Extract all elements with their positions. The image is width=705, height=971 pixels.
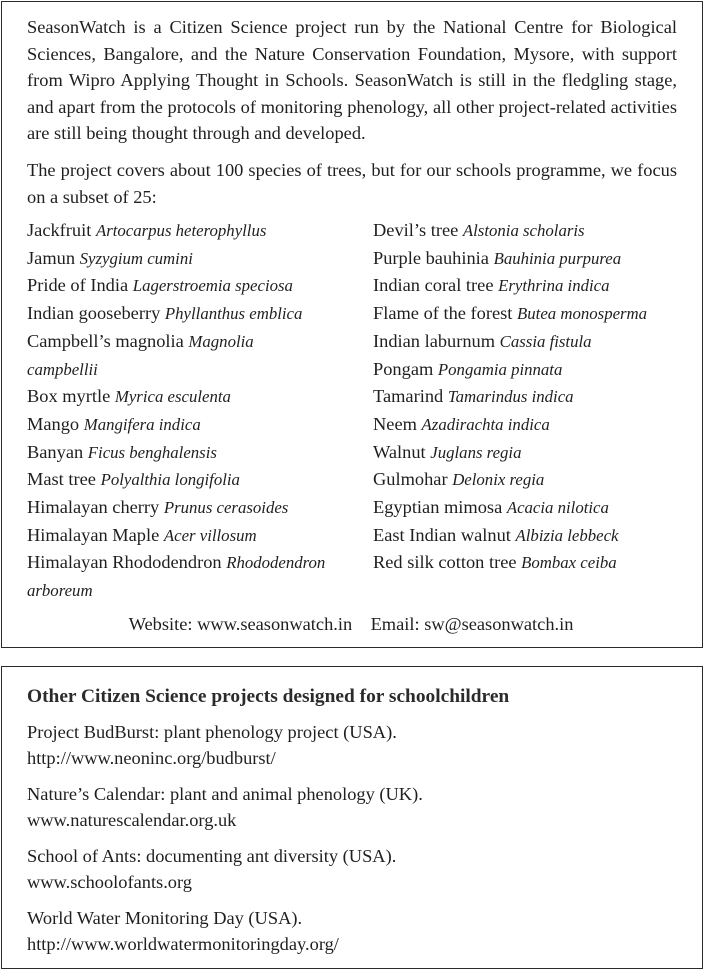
intro-paragraph: SeasonWatch is a Citizen Science project run by the National Centre for Biological Sciences, Bangalore, and the Nature Conservation Foundation, Mysore, with support from Wipro Applying Thought in Schools. SeasonWatch is still in the fledgling stage, and apart from the protocols of monitoring phenology, all other project-related activities are still being thought through and developed. xyxy=(27,17,677,143)
species-common-name: Himalayan Rhododendron xyxy=(27,552,222,573)
species-scientific-name: Azadirachta indica xyxy=(421,414,550,434)
species-item xyxy=(373,494,693,522)
species-common-name: Neem xyxy=(373,413,417,434)
species-item xyxy=(373,217,693,245)
species-item xyxy=(373,245,693,273)
species-item xyxy=(27,411,327,439)
species-item xyxy=(373,272,693,300)
species-common-name: Pride of India xyxy=(27,275,129,296)
species-item xyxy=(373,439,693,467)
species-scientific-name: Polyalthia longifolia xyxy=(100,470,240,490)
project-description: School of Ants: documenting ant diversity (USA). xyxy=(27,846,397,866)
species-scientific-name: Rhododendron arboreum xyxy=(27,553,326,601)
species-item xyxy=(27,466,327,494)
project-description: Nature’s Calendar: plant and animal phenology (UK). xyxy=(27,784,423,804)
species-item xyxy=(27,217,327,245)
email-label: Email: xyxy=(370,614,420,634)
species-common-name: Pongam xyxy=(373,358,434,379)
species-scientific-name: Bombax ceiba xyxy=(521,553,617,573)
species-list-left xyxy=(27,217,327,605)
species-item xyxy=(27,328,327,383)
species-item xyxy=(373,411,693,439)
project-url[interactable]: www.naturescalendar.org.uk xyxy=(27,809,237,830)
species-item xyxy=(373,466,693,494)
species-common-name: Indian laburnum xyxy=(373,330,496,351)
species-common-name: Campbell’s magnolia xyxy=(27,330,184,351)
species-common-name: Himalayan cherry xyxy=(27,497,160,518)
species-scientific-name: Acer villosum xyxy=(163,525,257,545)
species-item xyxy=(27,272,327,300)
species-scientific-name: Magnolia campbellii xyxy=(27,331,254,379)
species-item xyxy=(373,383,693,411)
project-item xyxy=(27,720,677,771)
email-link[interactable]: sw@seasonwatch.in xyxy=(424,614,574,634)
species-item xyxy=(373,300,693,328)
subset-intro-paragraph: The project covers about 100 species of trees, but for our schools programme, we focus on a subset of 25: xyxy=(27,160,677,207)
species-common-name: Egyptian mimosa xyxy=(373,497,503,518)
species-scientific-name: Juglans regia xyxy=(430,442,522,462)
contact-line xyxy=(0,611,702,637)
species-scientific-name: Bauhinia purpurea xyxy=(493,248,622,268)
species-scientific-name: Ficus benghalensis xyxy=(87,442,217,462)
species-item xyxy=(27,494,327,522)
species-scientific-name: Acacia nilotica xyxy=(506,498,609,518)
species-scientific-name: Butea monosperma xyxy=(517,304,648,324)
species-scientific-name: Delonix regia xyxy=(452,470,545,490)
species-common-name: Red silk cotton tree xyxy=(373,552,517,573)
species-scientific-name: Lagerstroemia speciosa xyxy=(132,276,293,296)
species-scientific-name: Alstonia scholaris xyxy=(462,221,585,240)
species-common-name: Flame of the forest xyxy=(373,303,513,324)
species-scientific-name: Cassia fistula xyxy=(499,331,592,351)
species-item xyxy=(27,439,327,467)
species-scientific-name: Prunus cerasoides xyxy=(163,498,289,518)
species-item xyxy=(373,522,693,550)
species-item xyxy=(373,549,693,577)
website-label: Website: xyxy=(128,614,193,634)
species-common-name: Purple bauhinia xyxy=(373,247,489,268)
species-common-name: Tamarind xyxy=(373,386,444,407)
project-url[interactable]: www.schoolofants.org xyxy=(27,871,192,892)
species-common-name: Indian gooseberry xyxy=(27,303,161,324)
species-item xyxy=(27,245,327,273)
species-common-name: Mast tree xyxy=(27,469,96,490)
species-scientific-name: Mangifera indica xyxy=(83,414,201,434)
species-common-name: Jackfruit xyxy=(27,220,92,240)
species-common-name: East Indian walnut xyxy=(373,524,511,545)
project-item xyxy=(27,844,677,895)
species-common-name: Gulmohar xyxy=(373,469,448,490)
other-projects-heading: Other Citizen Science projects designed for schoolchildren xyxy=(27,686,510,707)
species-common-name: Himalayan Maple xyxy=(27,524,160,545)
species-scientific-name: Tamarindus indica xyxy=(447,387,574,407)
species-item xyxy=(27,522,327,550)
species-item xyxy=(373,356,693,384)
species-item xyxy=(27,300,327,328)
species-common-name: Indian coral tree xyxy=(373,275,494,296)
species-common-name: Walnut xyxy=(373,441,426,462)
species-list-right xyxy=(373,217,693,577)
project-description: Project BudBurst: plant phenology project (USA). xyxy=(27,722,397,742)
species-scientific-name: Myrica esculenta xyxy=(114,387,231,407)
project-item xyxy=(27,782,677,833)
project-item xyxy=(27,906,677,957)
website-link[interactable]: www.seasonwatch.in xyxy=(197,614,353,634)
species-scientific-name: Syzygium cumini xyxy=(79,248,193,268)
species-item xyxy=(27,549,327,604)
species-common-name: Box myrtle xyxy=(27,386,111,407)
project-url[interactable]: http://www.neoninc.org/budburst/ xyxy=(27,747,276,768)
project-description: World Water Monitoring Day (USA). xyxy=(27,908,303,928)
species-item xyxy=(27,383,327,411)
species-common-name: Banyan xyxy=(27,441,84,462)
species-scientific-name: Pongamia pinnata xyxy=(437,359,563,379)
species-scientific-name: Albizia lebbeck xyxy=(515,525,619,545)
species-common-name: Mango xyxy=(27,413,80,434)
project-url[interactable]: http://www.worldwatermonitoringday.org/ xyxy=(27,933,339,954)
species-item xyxy=(373,328,693,356)
species-common-name: Jamun xyxy=(27,247,76,268)
species-common-name: Devil’s tree xyxy=(373,220,459,240)
species-scientific-name: Erythrina indica xyxy=(498,276,610,296)
species-scientific-name: Phyllanthus emblica xyxy=(164,304,303,324)
species-scientific-name: Artocarpus heterophyllus xyxy=(95,221,267,240)
